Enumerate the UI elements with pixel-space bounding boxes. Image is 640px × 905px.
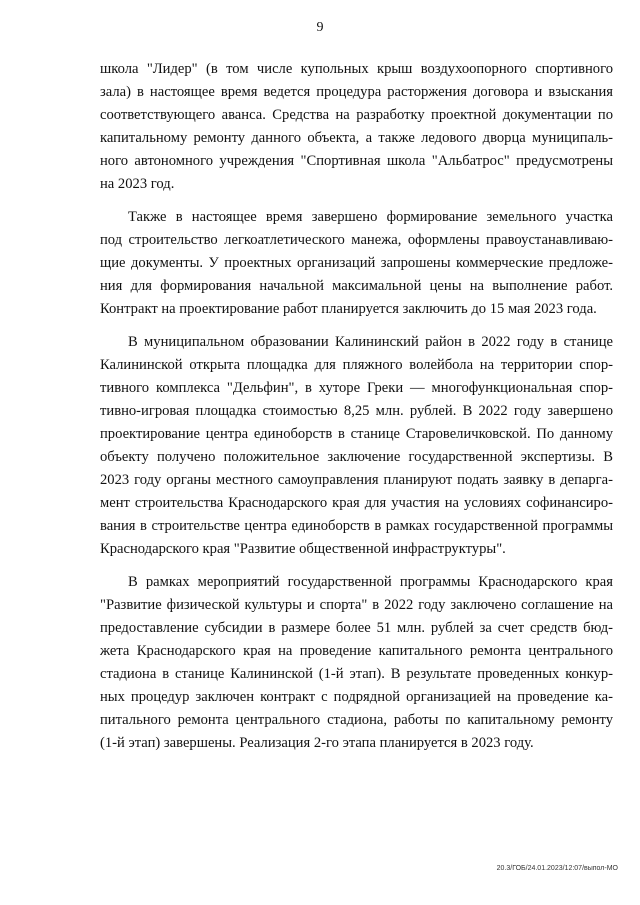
text-line: Контракт на проектирование работ планируется заключить до 15 мая 2023 года. xyxy=(100,301,597,317)
paragraph-4 xyxy=(100,571,613,755)
text-line: тивного комплекса "Дельфин", в хуторе Греки — многофункциональная спор- xyxy=(100,380,613,396)
text-line: 2023 году органы местного самоуправления планируют подать заявку в депарга- xyxy=(100,472,613,488)
text-line: объекту получено положительное заключение государственной экспертизы. В xyxy=(100,449,613,465)
paragraph-3 xyxy=(100,331,613,561)
text-line: питального ремонта центрального стадиона, работы по капитальному ремонту xyxy=(100,712,613,728)
text-line: капитальному ремонту данного объекта, а также ледового дворца муниципаль- xyxy=(100,130,613,146)
text-line: проектирование центра единоборств в станице Старовеличковской. По данному xyxy=(100,426,613,442)
document-body xyxy=(100,58,613,765)
text-line: В рамках мероприятий государственной программы Краснодарского края xyxy=(128,574,613,590)
text-line: под строительство легкоатлетического манежа, оформлены правоустанавливаю- xyxy=(100,232,613,248)
text-line: ния для формирования начальной максимальной цены на выполнение работ. xyxy=(100,278,613,294)
text-line: Краснодарского края "Развитие общественной инфраструктуры". xyxy=(100,541,506,557)
page-number: 9 xyxy=(316,20,324,35)
text-line: (1-й этап) завершены. Реализация 2-го этапа планируется в 2023 году. xyxy=(100,735,534,751)
text-line: предоставление субсидии в размере более 51 млн. рублей за счет средств бюд- xyxy=(100,620,613,636)
text-line: школа "Лидер" (в том числе купольных крыш воздухоопорного спортивного xyxy=(100,61,613,77)
text-line: вания в строительстве центра единоборств в рамках государственной программы xyxy=(100,518,613,534)
text-line: щие документы. У проектных организаций запрошены коммерческие предложе- xyxy=(100,255,613,271)
text-line: ного автономного учреждения "Спортивная школа "Альбатрос" предусмотрены xyxy=(100,153,613,169)
text-line: ных процедур заключен контракт с подрядной организацией на проведение ка- xyxy=(100,689,613,705)
text-line: "Развитие физической культуры и спорта" в 2022 году заключено соглашение на xyxy=(100,597,613,613)
text-line: мент строительства Краснодарского края для участия на условиях софинансиро- xyxy=(100,495,613,511)
text-line: стадиона в станице Калининской (1-й этап). В результате проведенных конкур- xyxy=(100,666,613,682)
text-line: на 2023 год. xyxy=(100,176,175,192)
text-line: соответствующего аванса. Средства на разработку проектной документации по xyxy=(100,107,613,123)
document-registration-code: 20.3/ГОБ/24.01.2023/12:07/выпол-МО xyxy=(496,865,618,872)
paragraph-2 xyxy=(100,206,613,321)
text-line: зала) в настоящее время ведется процедура расторжения договора и взыскания xyxy=(100,84,613,100)
paragraph-1 xyxy=(100,58,613,196)
text-line: жета Краснодарского края на проведение капитального ремонта центрального xyxy=(100,643,613,659)
text-line: В муниципальном образовании Калининский район в 2022 году в станице xyxy=(128,334,613,350)
text-line: тивно-игровая площадка стоимостью 8,25 млн. рублей. В 2022 году завершено xyxy=(100,403,613,419)
text-line: Калининской открыта площадка для пляжного волейбола на территории спор- xyxy=(100,357,613,373)
text-line: Также в настоящее время завершено формирование земельного участка xyxy=(128,209,613,225)
